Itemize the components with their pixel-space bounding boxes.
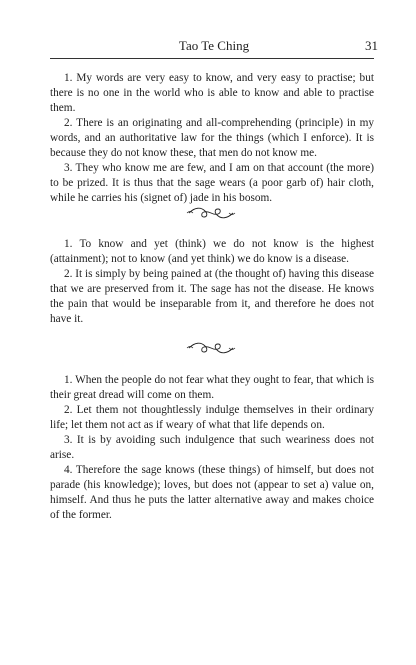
paragraph: 2. There is an originating and all-comprehending (principle) in my words, and an authoritative law for the things (which I enforce). It is because they do not know these, that men do not know me. [50, 117, 374, 159]
flourish-ornament-icon [185, 205, 237, 221]
paragraph: 1. My words are very easy to know, and very easy to practise; but there is no one in the world who is able to know and able to practise them. [50, 72, 374, 114]
chapter-section-1 [50, 71, 374, 206]
paragraph: 2. It is simply by being pained at (the thought of) having this disease that we are preserved from it. The sage has not the disease. He knows the pain that would be inseparable from it, and therefore he does not have it. [50, 268, 374, 325]
page-header [50, 38, 378, 60]
chapter-section-3 [50, 373, 374, 523]
paragraph: 2. Let them not thoughtlessly indulge themselves in their ordinary life; let them not act as if weary of what that life depends on. [50, 404, 374, 431]
paragraph: 3. They who know me are few, and I am on that account (the more) to be prized. It is thus that the sage wears (a poor garb of) hair cloth, while he carries his (signet of) jade in his bosom. [50, 162, 374, 204]
running-title: Tao Te Ching [178, 38, 250, 53]
chapter-section-2 [50, 237, 374, 327]
paragraph: 1. When the people do not fear what they ought to fear, that which is their great dread will come on them. [50, 374, 374, 401]
flourish-ornament-icon [185, 340, 237, 356]
paragraph: 4. Therefore the sage knows (these things) of himself, but does not parade (his knowledge); loves, but does not (appear to set a) value on, himself. And thus he puts the latter alternative away and makes choice of the former. [50, 464, 374, 521]
paragraph: 1. To know and yet (think) we do not know is the highest (attainment); not to know (and yet think) we do know is a disease. [50, 238, 374, 265]
page-number: 31 [365, 38, 378, 53]
paragraph: 3. It is by avoiding such indulgence that such weariness does not arise. [50, 434, 374, 461]
header-rule [50, 58, 374, 59]
